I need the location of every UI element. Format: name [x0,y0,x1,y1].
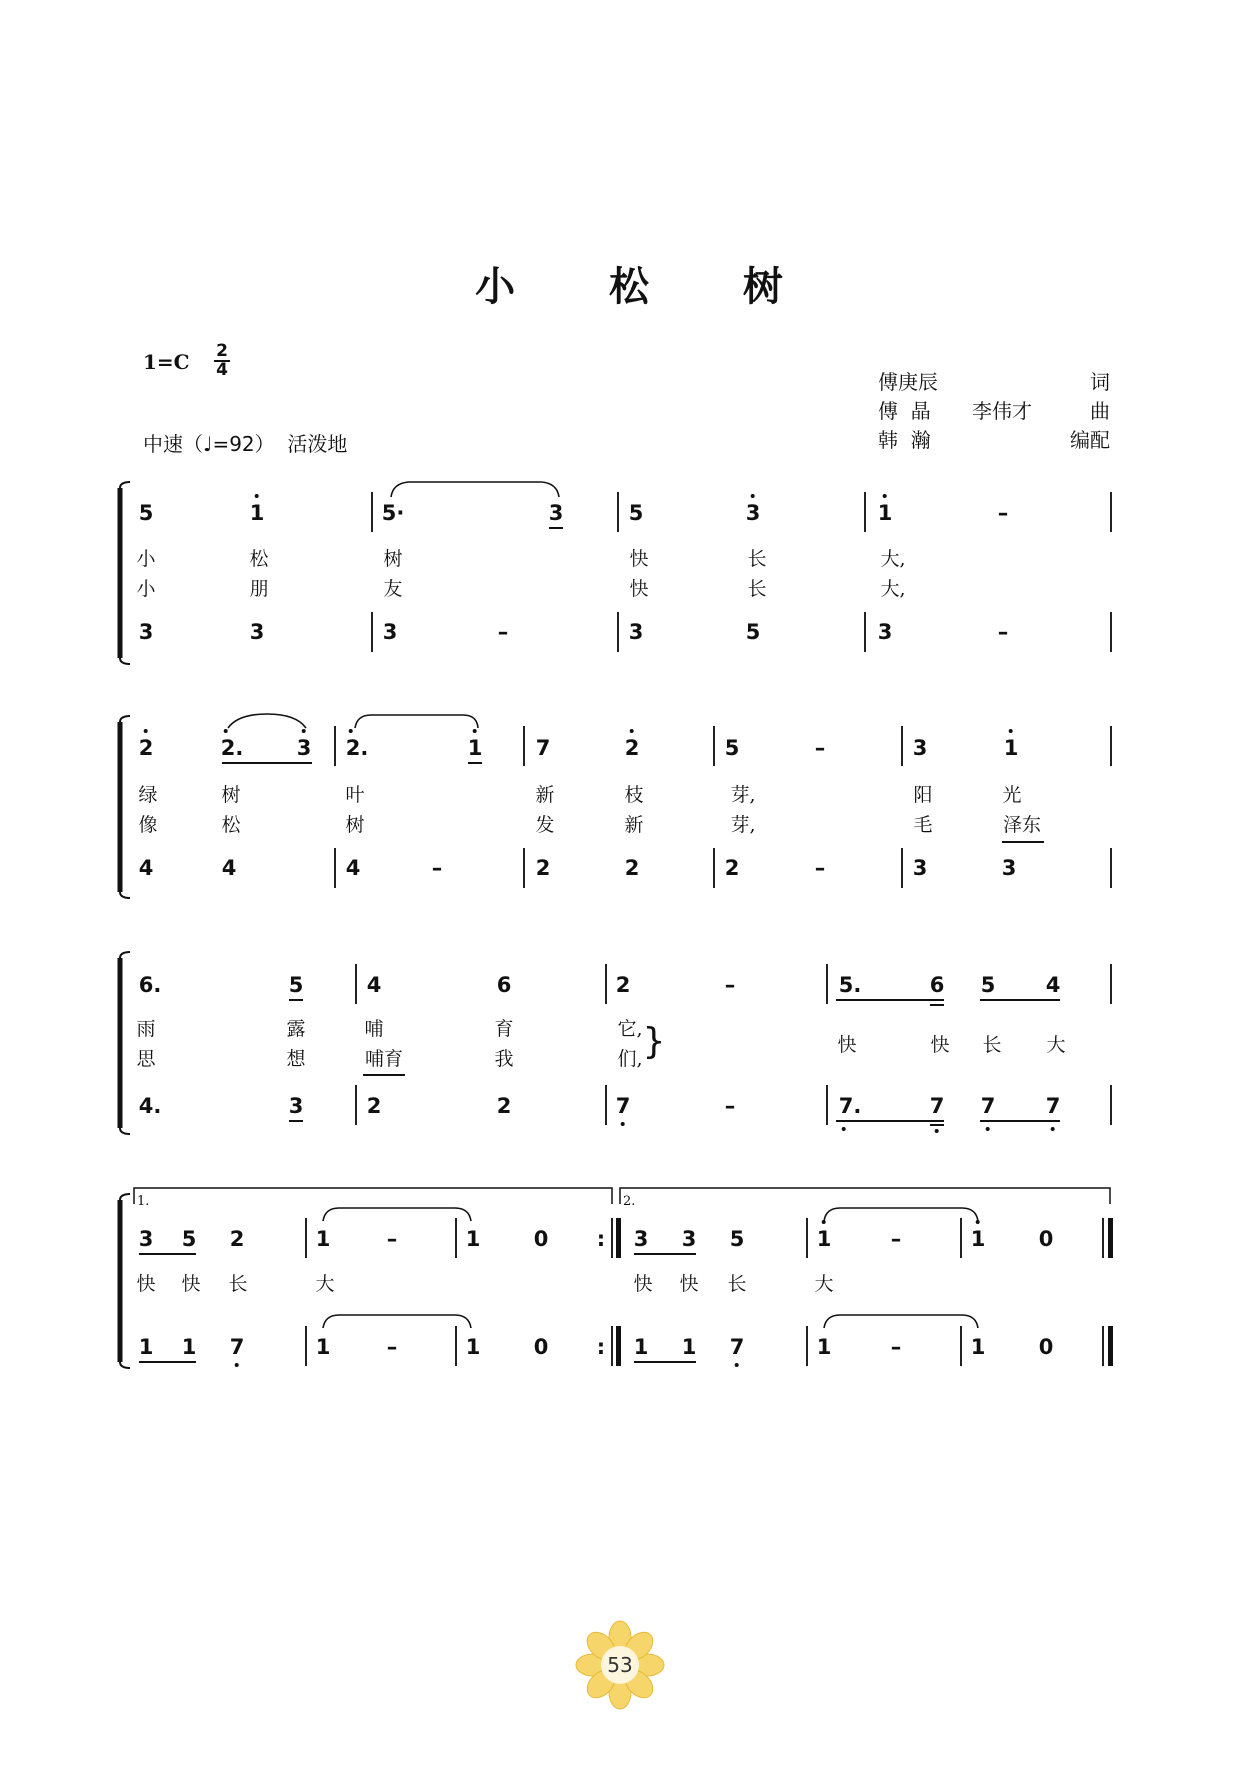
note: 1 [250,503,265,524]
lyric: 快 [629,578,649,600]
note: 5 [980,973,996,997]
composer-name-1: 傅 晶 [878,399,931,423]
lyric: 它, [617,1018,643,1040]
note: 0 [533,1227,549,1251]
note: 3 [288,1094,304,1118]
note: – [890,1335,902,1359]
note: 6. [138,973,162,997]
final-barline [1108,1326,1113,1366]
key-signature: 1=C [143,350,190,374]
note: 3 [138,620,154,644]
lyric: 毛 [913,814,933,836]
note: 5· [381,501,405,525]
barline [1110,492,1112,532]
lyric: 小 [136,578,156,600]
barline [826,1085,828,1125]
underline [222,762,312,764]
tempo-expression: 活泼地 [287,432,348,456]
composer-name-2: 李伟才 [972,399,1032,423]
note: 5 [729,1227,745,1251]
barline [1102,1218,1104,1258]
note: 5 [288,973,304,997]
note: 5 [181,1227,197,1251]
note: 4 [221,856,237,880]
note: 2 [625,738,640,759]
lyric: 芽, [730,814,756,836]
lyric: 快 [136,1273,156,1295]
note: 3 [681,1227,697,1251]
lyric: 树 [345,814,365,836]
note: 2 [624,856,640,880]
note: 1 [816,1335,832,1359]
lyric: 长 [228,1273,248,1295]
volta-2-label: 2. [623,1194,636,1209]
lyric: 露 [286,1018,306,1040]
barline [617,492,619,532]
slur [822,1205,980,1223]
underline [980,999,1060,1001]
note: 3 [746,503,761,524]
lyric: 大 [1046,1034,1066,1056]
lyric: 快 [837,1034,857,1056]
time-signature [214,343,230,379]
barline [611,1218,613,1258]
barline [1110,1085,1112,1125]
barline [523,848,525,888]
slur [389,479,561,499]
note: 5 [724,736,740,760]
note: 1 [971,1229,986,1250]
note: – [497,620,509,644]
credit-lyricist [878,366,1110,392]
lyric: 树 [221,784,241,806]
barline [1110,726,1112,766]
lyric: 发 [535,814,555,836]
note: 6 [929,973,945,997]
credit-composer [878,395,1110,421]
note: – [890,1227,902,1251]
composer-role: 曲 [1090,399,1110,423]
lyric: 大, [880,548,906,570]
lyricist-role: 词 [1090,370,1110,394]
note: 3 [249,620,265,644]
tempo-bpm: =92 [212,432,255,456]
underline [468,762,482,764]
lyric: 绿 [138,784,158,806]
note: 0 [1038,1335,1054,1359]
slur [321,1205,473,1223]
note: 2 [615,973,631,997]
note: 2. [346,738,369,759]
note: 3 [912,736,928,760]
barline [713,848,715,888]
note: 2 [496,1094,512,1118]
note: 5 [628,501,644,525]
barline [455,1326,457,1366]
underline [836,1120,944,1122]
underline [980,1120,1060,1122]
note: 2 [366,1094,382,1118]
note: 5 [138,501,154,525]
note: 3 [138,1227,154,1251]
note: 0 [533,1335,549,1359]
note: 1 [181,1335,197,1359]
note: 2 [229,1227,245,1251]
barline [371,612,373,652]
note: 3 [1001,856,1017,880]
lyric: 树 [383,548,403,570]
lyric: 哺育 [364,1048,404,1070]
barline [355,964,357,1004]
note: 1 [468,738,483,759]
lyric: 泽东 [1002,814,1042,836]
barline [901,848,903,888]
underline [289,999,303,1001]
note: – [814,736,826,760]
barline [864,492,866,532]
note: 7 [230,1337,245,1358]
lyric: 小 [136,548,156,570]
tempo-marking [143,428,347,457]
system-brackets [112,478,142,1378]
quarter-note-icon: ♩ [203,432,213,456]
tempo-pre: 中速（ [143,432,203,456]
lyric: 快 [633,1273,653,1295]
lyric: 长 [747,548,767,570]
underline [139,1361,196,1363]
barline [806,1326,808,1366]
lyric-brace: } [642,1021,666,1062]
barline [611,1326,613,1366]
barline [806,1218,808,1258]
lyric: 育 [494,1018,514,1040]
note: 1 [1004,738,1019,759]
note: 3 [628,620,644,644]
note: 1 [633,1335,649,1359]
underline [930,1124,944,1126]
note: 2 [535,856,551,880]
underline [289,1120,303,1122]
note: 5 [745,620,761,644]
note: 7 [1046,1096,1061,1117]
note: 3 [912,856,928,880]
slur [353,712,480,730]
note: 4. [138,1094,162,1118]
lyric: 朋 [249,578,269,600]
barline [371,492,373,532]
note: 1 [465,1227,481,1251]
note: 7 [981,1096,996,1117]
repeat-sign: : [596,1227,606,1251]
lyric: 大, [880,578,906,600]
barline [1102,1326,1104,1366]
lyric: 阳 [913,784,933,806]
barline [305,1218,307,1258]
note: 0 [1038,1227,1054,1251]
time-bottom: 4 [214,360,230,379]
note: 2. [221,738,244,759]
lyric: 大 [814,1273,834,1295]
note: 7. [839,1096,862,1117]
note: 1 [878,503,893,524]
barline [960,1326,962,1366]
note: 4 [1045,973,1061,997]
lyric: 想 [286,1048,306,1070]
lyric: 大 [315,1273,335,1295]
note: 3 [382,620,398,644]
underline [930,1004,944,1006]
note: 7 [616,1096,631,1117]
note: 5. [838,973,862,997]
lyric: 快 [629,548,649,570]
note: 4 [366,973,382,997]
lyricist-name: 傅庚辰 [878,370,938,394]
note: – [431,856,443,880]
note: 2 [139,738,154,759]
underline [139,1253,196,1255]
barline [455,1218,457,1258]
underline [836,999,944,1001]
barline [605,1085,607,1125]
note: 1 [465,1335,481,1359]
arranger-role: 编配 [1070,428,1110,452]
barline [901,726,903,766]
barline [1110,964,1112,1004]
underline [1002,841,1044,843]
lyric: 长 [982,1034,1002,1056]
lyric: 长 [727,1273,747,1295]
note: 7 [930,1096,945,1117]
lyric: 友 [383,578,403,600]
note: 1 [315,1335,331,1359]
note: 7 [730,1337,745,1358]
slur [822,1312,980,1330]
barline [713,726,715,766]
note: 7 [535,736,551,760]
barline [1110,612,1112,652]
page-number-badge [575,1620,665,1710]
barline [617,612,619,652]
lyric: 新 [535,784,555,806]
tempo-post: ） [254,432,275,456]
note: – [724,1094,736,1118]
note: 3 [877,620,893,644]
lyric: 像 [138,814,158,836]
time-top: 2 [216,341,228,361]
lyric: 松 [221,814,241,836]
note: 1 [681,1335,697,1359]
repeat-barline [616,1326,621,1366]
note: – [724,973,736,997]
lyric: 枝 [624,784,644,806]
slur [226,714,308,730]
lyric: 们, [617,1048,643,1070]
lyric: 新 [624,814,644,836]
note: 1 [138,1335,154,1359]
barline [334,848,336,888]
note: 3 [297,738,312,759]
underline [634,1361,696,1363]
credit-arranger [878,424,1110,450]
lyric: 光 [1002,784,1022,806]
note: – [997,501,1009,525]
note: 3 [548,501,564,525]
barline [334,726,336,766]
page-number: 53 [607,1653,633,1677]
note: 2 [724,856,740,880]
barline [960,1218,962,1258]
final-barline [1108,1218,1113,1258]
note: – [814,856,826,880]
barline [355,1085,357,1125]
barline [523,726,525,766]
repeat-barline [616,1218,621,1258]
barline [826,964,828,1004]
underline [634,1253,696,1255]
note: 4 [138,856,154,880]
lyric: 叶 [345,784,365,806]
note: 6 [496,973,512,997]
barline [305,1326,307,1366]
underline [363,1074,405,1076]
barline [605,964,607,1004]
note: 1 [970,1335,986,1359]
barline [864,612,866,652]
note: 4 [345,856,361,880]
lyric: 芽, [730,784,756,806]
lyric: 快 [181,1273,201,1295]
lyric: 我 [494,1048,514,1070]
lyric: 快 [930,1034,950,1056]
arranger-name: 韩 瀚 [878,428,931,452]
lyric: 思 [136,1048,156,1070]
lyric: 雨 [136,1018,156,1040]
song-title: 小 松 树 [475,263,823,310]
note: – [386,1227,398,1251]
lyric: 长 [747,578,767,600]
lyric: 哺 [364,1018,384,1040]
note: 3 [633,1227,649,1251]
slur [321,1312,473,1330]
volta-1-label: 1. [137,1194,150,1209]
note: 1 [315,1227,331,1251]
note: – [997,620,1009,644]
barline [1110,848,1112,888]
repeat-sign: : [596,1335,606,1359]
lyric: 松 [249,548,269,570]
note: – [386,1335,398,1359]
underline [549,527,563,529]
lyric: 快 [679,1273,699,1295]
note: 1 [817,1229,832,1250]
